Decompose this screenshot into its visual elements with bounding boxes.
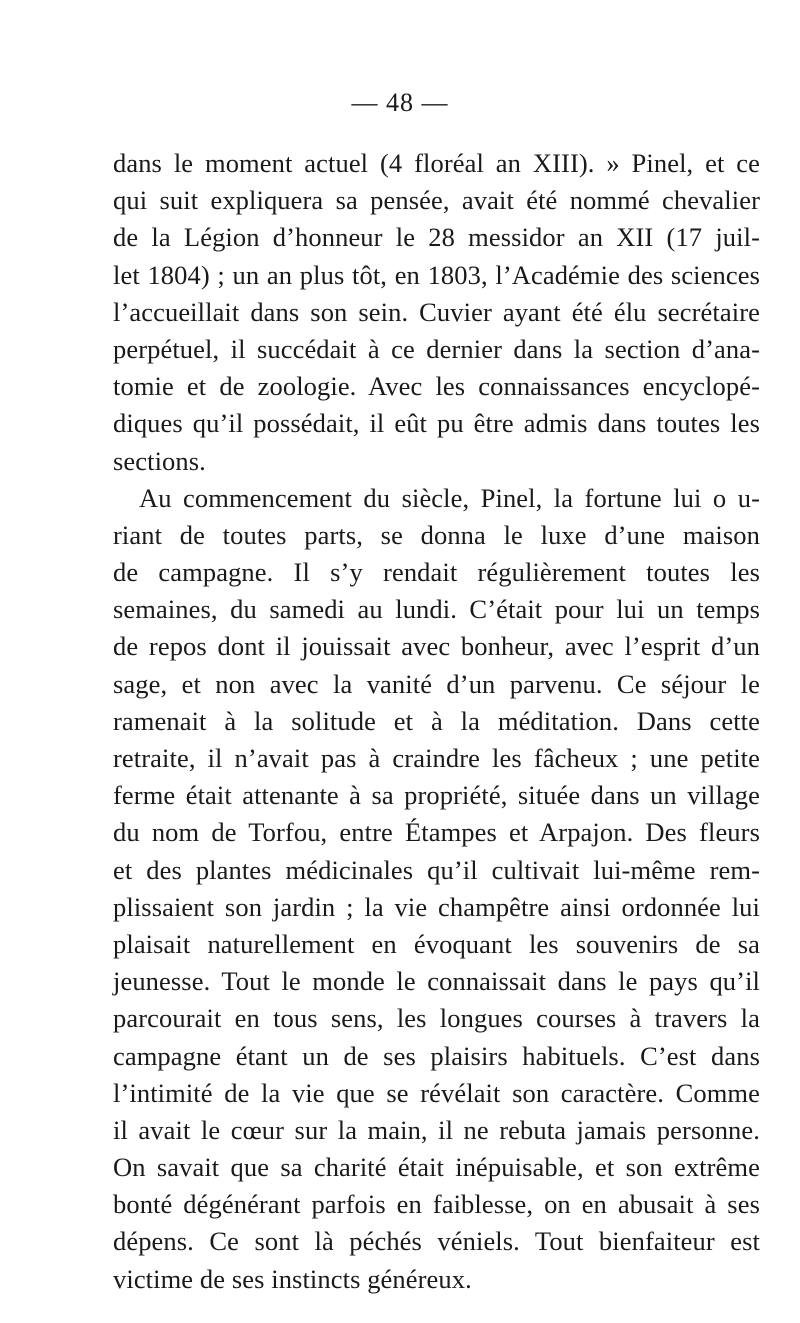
text-line: diques qu’il possédait, il eût pu être admis dans toutes les	[113, 408, 760, 439]
text-line: de campagne. Il s’y rendait régulièrement toutes les	[113, 557, 760, 588]
text-line: let 1804) ; un an plus tôt, en 1803, l’Académie des sciences	[113, 259, 760, 290]
text-line: de repos dont il jouissait avec bonheur, avec l’esprit d’un	[113, 631, 760, 662]
text-line: tomie et de zoologie. Avec les connaissances encyclopé-	[113, 371, 760, 402]
text-line: semaines, du samedi au lundi. C’était pour lui un temps	[113, 594, 760, 625]
text-line: campagne étant un de ses plaisirs habituels. C’est dans	[113, 1040, 760, 1071]
text-line: ferme était attenante à sa propriété, située dans un village	[113, 780, 760, 811]
text-line: plissaient son jardin ; la vie champêtre ainsi ordonnée lui	[113, 891, 760, 922]
text-line: sage, et non avec la vanité d’un parvenu. Ce séjour le	[113, 668, 760, 699]
text-line: et des plantes médicinales qu’il cultivait lui-même rem-	[113, 854, 760, 885]
text-line: dépens. Ce sont là péchés véniels. Tout bienfaiteur est	[113, 1226, 760, 1257]
text-line: qui suit expliquera sa pensée, avait été nommé chevalier	[113, 185, 760, 216]
text-line: On savait que sa charité était inépuisable, et son extrême	[113, 1152, 760, 1183]
text-line: dans le moment actuel (4 floréal an XIII). » Pinel, et ce	[113, 148, 760, 178]
text-line: du nom de Torfou, entre Étampes et Arpajon. Des fleurs	[113, 817, 760, 848]
text-line: plaisait naturellement en évoquant les souvenirs de sa	[113, 928, 760, 959]
text-line: bonté dégénérant parfois en faiblesse, on en abusait à ses	[113, 1189, 760, 1220]
text-line: riant de toutes parts, se donna le luxe d’une maison	[113, 519, 760, 550]
text-line: de la Légion d’honneur le 28 messidor an XII (17 juil-	[113, 222, 760, 253]
text-line: il avait le cœur sur la main, il ne rebuta jamais personne.	[113, 1114, 760, 1145]
body-text	[113, 145, 760, 1298]
text-line: jeunesse. Tout le monde le connaissait dans le pays qu’il	[113, 966, 760, 997]
text-line: victime de ses instincts généreux.	[113, 1263, 472, 1294]
text-line: retraite, il n’avait pas à craindre les fâcheux ; une petite	[113, 743, 760, 773]
text-line: sections.	[113, 445, 206, 476]
text-line: l’accueillait dans son sein. Cuvier ayant été élu secrétaire	[113, 296, 760, 327]
text-line: ramenait à la solitude et à la méditation. Dans cette	[113, 705, 760, 736]
page-number: — 48 —	[351, 88, 449, 117]
text-line: l’intimité de la vie que se révélait son caractère. Comme	[113, 1077, 760, 1108]
text-line: Au commencement du siècle, Pinel, la fortune lui o u-	[139, 482, 760, 513]
text-line: parcourait en tous sens, les longues courses à travers la	[113, 1003, 760, 1034]
text-line: perpétuel, il succédait à ce dernier dans la section d’ana-	[113, 333, 760, 364]
